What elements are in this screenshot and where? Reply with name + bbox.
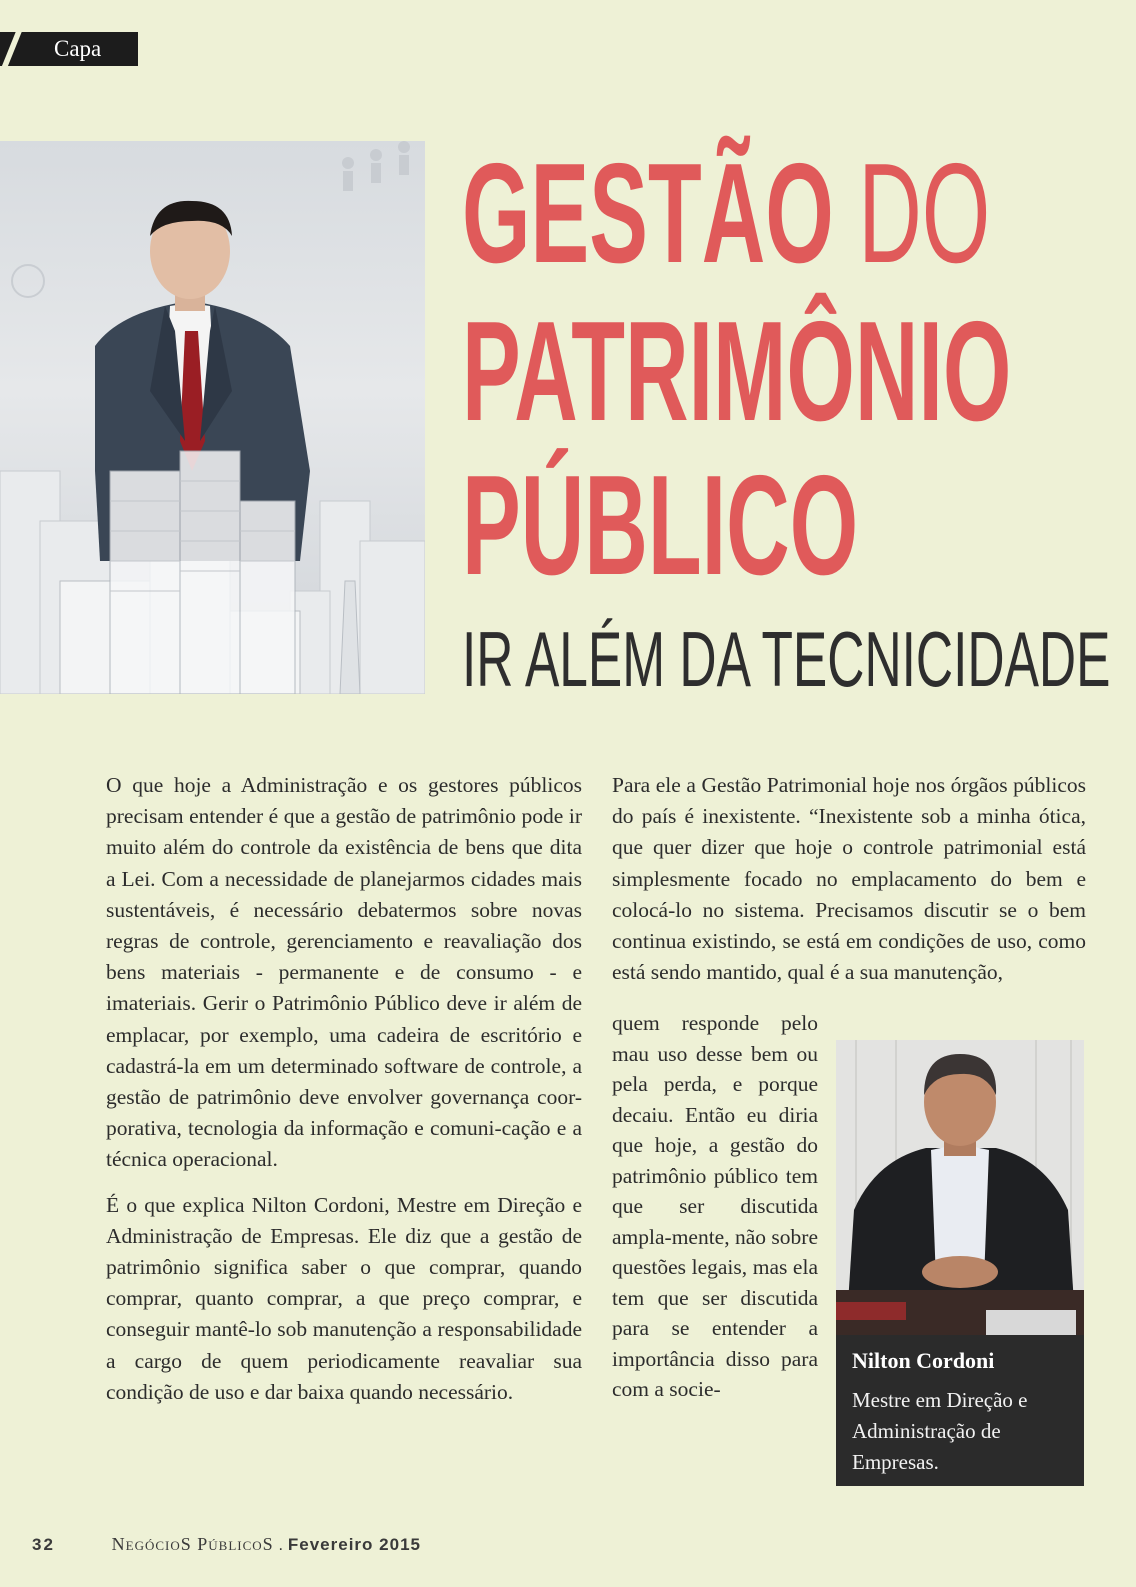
paragraph-narrow: quem responde pelo mau uso desse bem ou pela perda, e porque decaiu. Então eu diria que hoje, a gestão do patrimônio público tem que ser discutida ampla-mente, não sobre questões legais, mas ela tem que ser discutida para se entender a importância disso para com a socie- bbox=[612, 1011, 818, 1401]
page-footer bbox=[32, 1534, 421, 1555]
caption-name: Nilton Cordoni bbox=[852, 1348, 995, 1373]
slash-decoration bbox=[0, 32, 21, 70]
paragraph: O que hoje a Administração e os gestores públicos precisam entender é que a gestão de patrimônio pode ir muito além do controle da existência de bens que dita a Lei. Com a necessidade de planejarmos cidades mais sustentáveis, é necessário debatermos sobre novas regras de controle, gerenciamento e reavaliação dos bens materiais - permanente e de consumo - e imateriais. Gerir o Patrimônio Público deve ir além de emplacar, por exemplo, uma cadeira de escritório e cadastrá-la em um determinado software de controle, a gestão de patrimônio deve envolver governança coor-porativa, tecnologia da informação e comuni-cação e a técnica operacional. bbox=[106, 773, 582, 1172]
issue-date: Fevereiro 2015 bbox=[287, 1535, 421, 1554]
section-label: Capa bbox=[54, 36, 102, 61]
portrait-photo bbox=[836, 1040, 1084, 1335]
title-line-1 bbox=[462, 134, 991, 293]
subtitle: IR ALÉM DA TECNICIDADE bbox=[462, 615, 1111, 703]
paragraph: É o que explica Nilton Cordoni, Mestre em Direção e Administração de Empresas. Ele diz que a gestão de patrimônio significa saber o que comprar, quando comprar, quanto comprar, a que preço comprar, e conseguir mantê-lo sob manutenção a responsabilidade a cargo de quem periodicamente reavaliar sua condição de uso e dar baixa quando necessário. bbox=[106, 1192, 582, 1404]
paragraph: Para ele a Gestão Patrimonial hoje nos órgãos públicos do país é inexistente. “Inexistente sob a minha ótica, que quer dizer que hoje o controle patrimonial está simplesmente focado no emplacamento do bem e colocá-lo no sistema. Precisamos discutir se o bem continua existindo, se está em condições de uso, como está sendo mantido, qual é a sua manutenção, bbox=[612, 773, 1086, 985]
page-number: 32 bbox=[32, 1535, 55, 1554]
portrait-caption-box bbox=[836, 1040, 1084, 1486]
hero-photo bbox=[0, 141, 425, 694]
magazine-name: NegócioS PúblicoS bbox=[111, 1534, 274, 1554]
section-tab bbox=[0, 32, 138, 66]
businessman-city-illustration bbox=[0, 141, 425, 694]
footer-separator: . bbox=[278, 1535, 284, 1554]
caption-role: Mestre em Direção e Administração de Empresas. bbox=[852, 1388, 1028, 1474]
title-line-2: PATRIMÔNIO bbox=[462, 292, 1012, 451]
article-column-2 bbox=[612, 770, 1086, 988]
article-column-1 bbox=[106, 770, 582, 1422]
title-line-3: PÚBLICO bbox=[462, 446, 859, 605]
title-word-gestao: GESTÃO bbox=[462, 134, 834, 293]
title-word-do: DO bbox=[858, 134, 991, 293]
